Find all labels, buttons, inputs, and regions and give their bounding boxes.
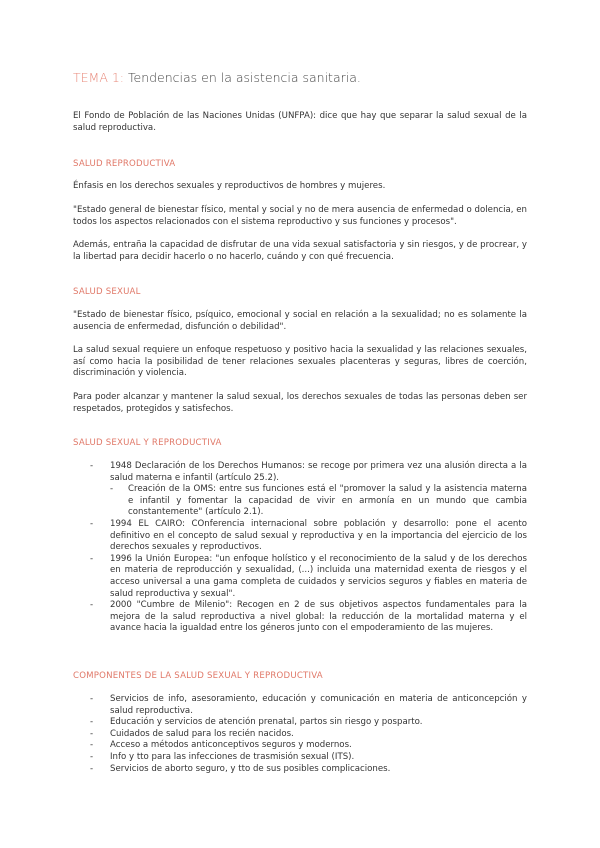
list-item: - 1948 Declaración de los Derechos Humanos: se recoge por primera vez una alusión directa a la salud materna e infantil (artículo 25.2). bbox=[73, 461, 527, 484]
sec2-paragraph-1: "Estado de bienestar físico, psíquico, emocional y social en relación a la sexualidad; no es solamente la ausencia de enfermedad, disfunción o debilidad". bbox=[73, 310, 527, 332]
sec1-paragraph-3: Además, entraña la capacidad de disfrutar de una vida sexual satisfactoria y sin riesgos, y de procrear, y la libertad para decidir hacerlo o no hacerlo, cuándo y con qué frecuencia. bbox=[73, 240, 527, 262]
sec1-paragraph-1: Énfasis en los derechos sexuales y reproductivos de hombres y mujeres. bbox=[73, 181, 386, 191]
list-item: - 2000 "Cumbre de Milenio": Recogen en 2 de sus objetivos aspectos fundamentales para la mejora de la salud reproductiva a nivel global: la reducción de la mortalidad materna y el avance hacia la igualdad entre los géneros junto con el empoderamiento de las mujeres. bbox=[73, 600, 527, 635]
list-item: - Acceso a métodos anticonceptivos seguros y modernos. bbox=[73, 740, 527, 752]
page-title bbox=[73, 70, 361, 85]
list-item: - Info y tto para las infecciones de trasmisión sexual (ITS). bbox=[73, 752, 527, 764]
history-list bbox=[73, 461, 527, 635]
title-tema: TEMA 1: bbox=[73, 70, 125, 85]
list-item: - Cuidados de salud para los recién nacidos. bbox=[73, 729, 527, 741]
heading-componentes: COMPONENTES DE LA SALUD SEXUAL Y REPRODUCTIVA bbox=[73, 671, 323, 681]
components-list bbox=[73, 694, 527, 775]
sec2-paragraph-3: Para poder alcanzar y mantener la salud sexual, los derechos sexuales de todas las personas deben ser respetados, protegidos y satisfechos. bbox=[73, 392, 527, 414]
list-item: - Educación y servicios de atención prenatal, partos sin riesgo y posparto. bbox=[73, 717, 527, 729]
list-item: - 1996 la Unión Europea: "un enfoque holístico y el reconocimiento de la salud y de los derechos en materia de reproducción y sexualidad, (...) incluida una maternidad exenta de riesgos y el acceso universal a una gama completa de cuidados y servicios seguros y fiables en materia de salud reproductiva y sexual". bbox=[73, 554, 527, 600]
heading-salud-sexual: SALUD SEXUAL bbox=[73, 287, 141, 297]
intro-paragraph: El Fondo de Población de las Naciones Unidas (UNFPA): dice que hay que separar la salud sexual de la salud reproductiva. bbox=[73, 111, 527, 133]
heading-salud-sexual-reproductiva: SALUD SEXUAL Y REPRODUCTIVA bbox=[73, 438, 222, 448]
sec2-paragraph-2: La salud sexual requiere un enfoque respetuoso y positivo hacia la sexualidad y las relaciones sexuales, así como hacia la posibilidad de tener relaciones sexuales placenteras y seguras, libres de coerción, discriminación y violencia. bbox=[73, 345, 527, 379]
sec1-paragraph-2: "Estado general de bienestar físico, mental y social y no de mera ausencia de enfermedad o dolencia, en todos los aspectos relacionados con el sistema reproductivo y sus funciones y procesos". bbox=[73, 205, 527, 227]
list-item: - Servicios de info, asesoramiento, educación y comunicación en materia de anticoncepción y salud reproductiva. bbox=[73, 694, 527, 717]
heading-salud-reproductiva: SALUD REPRODUCTIVA bbox=[73, 159, 176, 169]
list-item: - 1994 EL CAIRO: COnferencia internacional sobre población y desarrollo: pone el acento definitivo en el concepto de salud sexual y reproductiva y en la importancia del ejercicio de los derechos sexuales y reproductivos. bbox=[73, 519, 527, 554]
list-item: - Creación de la OMS: entre sus funciones está el "promover la salud y la asistencia materna e infantil y fomentar la capacidad de vivir en armonía en un mundo que cambia constantemente" (artículo 2.1). bbox=[73, 484, 527, 519]
title-text: Tendencias en la asistencia sanitaria. bbox=[124, 70, 361, 85]
list-item: - Servicios de aborto seguro, y tto de sus posibles complicaciones. bbox=[73, 764, 527, 776]
